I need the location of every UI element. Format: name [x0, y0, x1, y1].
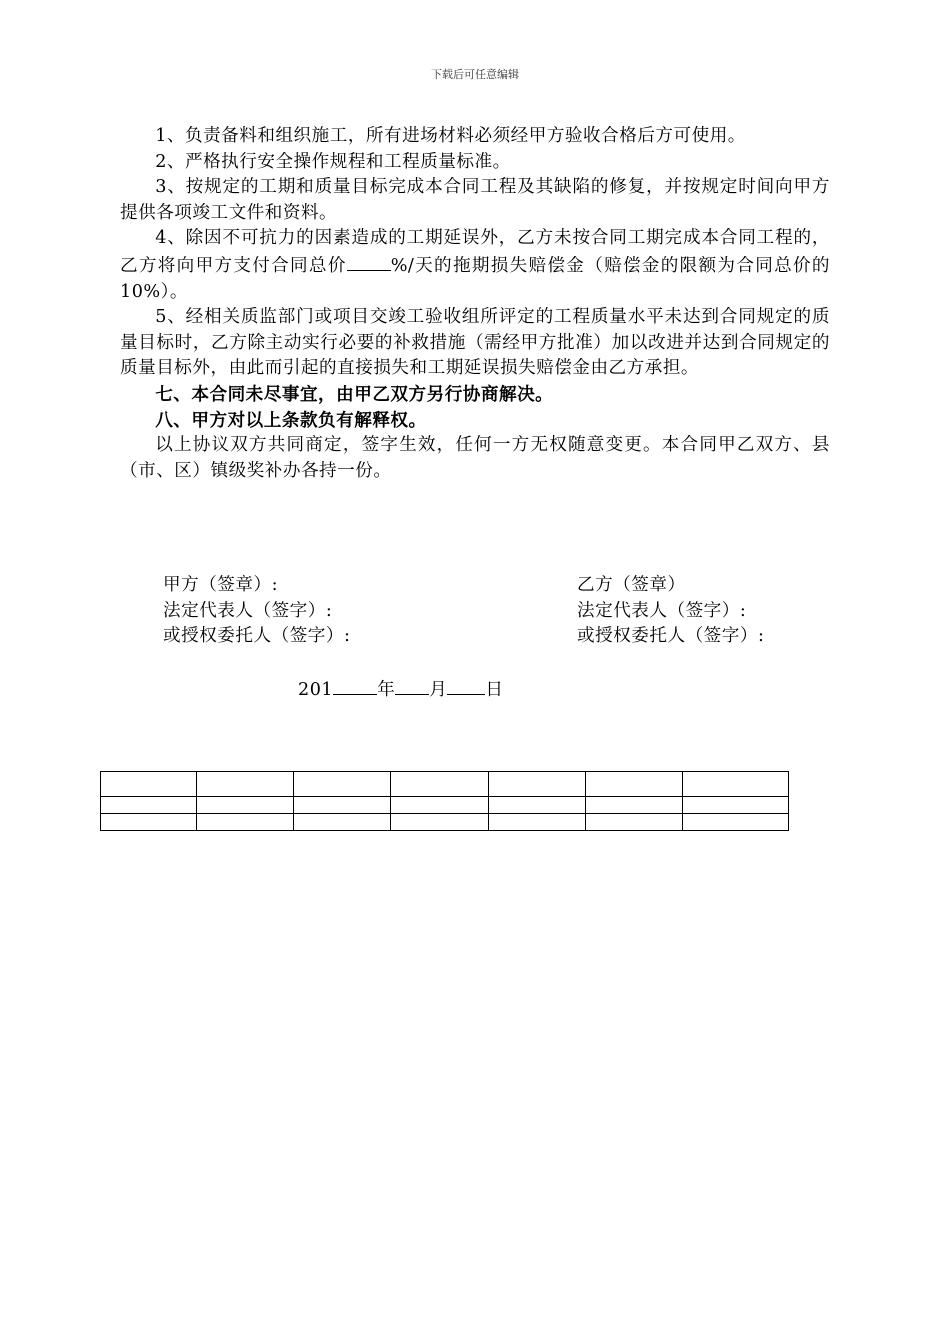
article-8: 八、甲方对以上条款负有解释权。 — [155, 409, 427, 431]
table-cell — [197, 814, 294, 831]
signing-date — [298, 676, 503, 701]
table-cell — [488, 772, 585, 797]
table-cell — [391, 797, 488, 814]
table-cell — [585, 772, 682, 797]
party-a-signature-block — [163, 573, 350, 650]
table-cell — [488, 814, 585, 831]
month-blank[interactable] — [395, 676, 429, 695]
table-cell — [294, 797, 391, 814]
page-header: 下载后可任意编辑 — [431, 68, 519, 81]
table-cell — [682, 772, 788, 797]
table-cell — [294, 772, 391, 797]
table-cell — [101, 772, 197, 797]
clause-4-text-a: 4、除因不可抗力的因素造成的工期延误外，乙方未按合同工期完成本合同工程的，乙方将向甲方支付合同总价 — [120, 228, 830, 276]
party-a-rep-label: 法定代表人（签字）: — [163, 600, 333, 621]
party-b-agent-label: 或授权委托人（签字）: — [577, 626, 765, 647]
date-day-label: 日 — [485, 680, 504, 700]
closing-statement: 以上协议双方共同商定，签字生效，任何一方无权随意变更。本合同甲乙双方、县（市、区）镇级奖补办各持一份。 — [120, 435, 830, 481]
table-row — [101, 814, 789, 831]
table-cell — [585, 797, 682, 814]
table-cell — [294, 814, 391, 831]
date-year-prefix: 201 — [298, 680, 334, 700]
table-cell — [585, 814, 682, 831]
clause-3: 3、按规定的工期和质量目标完成本合同工程及其缺陷的修复，并按规定时间向甲方提供各项竣工文件和资料。 — [120, 177, 830, 223]
clause-4-text-b: %/天的拖期损失赔偿金（赔偿金的限额为合同总价的10%）。 — [120, 255, 830, 302]
table-cell — [197, 772, 294, 797]
table-cell — [101, 814, 197, 831]
party-b-rep-label: 法定代表人（签字）: — [577, 600, 747, 621]
party-b-signature-block — [577, 573, 764, 650]
table-cell — [391, 772, 488, 797]
penalty-rate-blank[interactable] — [347, 252, 391, 271]
table-cell — [391, 814, 488, 831]
table-cell — [488, 797, 585, 814]
year-blank[interactable] — [333, 676, 377, 695]
table-cell — [682, 797, 788, 814]
contract-body — [120, 124, 830, 484]
table-row — [101, 797, 789, 814]
party-a-agent-label: 或授权委托人（签字）: — [163, 626, 351, 647]
table-cell — [197, 797, 294, 814]
blank-table — [100, 771, 789, 831]
clause-2: 2、严格执行安全操作规程和工程质量标准。 — [155, 151, 511, 172]
clause-1: 1、负责备料和组织施工，所有进场材料必须经甲方验收合格后方可使用。 — [155, 126, 746, 146]
date-year-label: 年 — [377, 680, 396, 700]
table-cell — [101, 797, 197, 814]
table-row — [101, 772, 789, 797]
party-b-seal-label: 乙方（签章） — [577, 575, 686, 595]
article-7: 七、本合同未尽事宜，由甲乙双方另行协商解决。 — [155, 383, 554, 405]
date-month-label: 月 — [429, 680, 448, 700]
day-blank[interactable] — [447, 676, 485, 695]
table-cell — [682, 814, 788, 831]
clause-5: 5、经相关质监部门或项目交竣工验收组所评定的工程质量水平未达到合同规定的质量目标时，乙方除主动实行必要的补救措施（需经甲方批准）加以改进并达到合同规定的质量目标外，由此而引起的直接损失和工期延误损失赔偿金由乙方承担。 — [120, 307, 830, 379]
clause-4 — [120, 226, 830, 305]
party-a-seal-label: 甲方（签章）: — [163, 575, 278, 595]
